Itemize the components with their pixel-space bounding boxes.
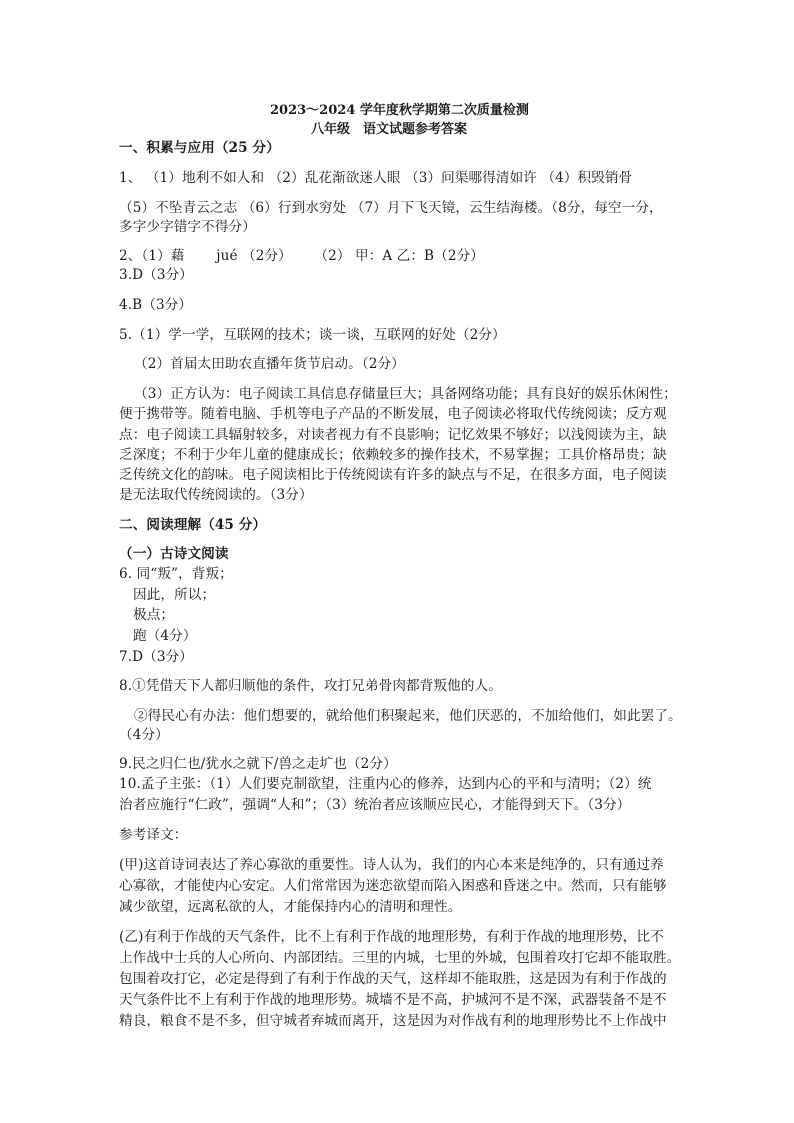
answer-q10-line1: 10.孟子主张：（1）人们要克制欲望，注重内心的修养，达到内心的平和与清明；（2）统	[119, 776, 652, 792]
translation-jia-line3: 减少欲望，远离私欲的人，才能保持内心的清明和理性。	[119, 899, 462, 915]
answer-q2: 2、（1）藉 jué （2分） （2） 甲：A 乙：B（2分）	[119, 248, 484, 264]
translation-jia-line2: 心寡欲，才能使内心安定。人们常常因为迷恋欲望而陷入困惑和昏迷之中。然而，只有能够	[119, 878, 667, 894]
translation-jia-line1: (甲)这首诗词表达了养心寡欲的重要性。诗人认为，我们的内心本来是纯净的，只有通过养	[119, 857, 664, 873]
translation-yi-line2: 上作战中士兵的人心所向、内部团结。三里的内城，七里的外城，包围着攻打它却不能取胜。	[119, 950, 681, 966]
answer-q1-line1: 1、 （1）地利不如人和 （2）乱花渐欲迷人眼 （3）问渠哪得清如许 （4）积毁销骨	[119, 170, 633, 186]
translation-yi-line5: 精良，粮食不是不多，但守城者弃城而离开，这是因为对作战有利的地理形势比不上作战中	[119, 1013, 667, 1029]
answer-q8-1: 8.①凭借天下人都归顺他的条件，攻打兄弟骨肉都背叛他的人。	[119, 678, 502, 694]
answer-q5-3-line2: 便于携带等。随着电脑、手机等电子产品的不断发展，电子阅读必将取代传统阅读；反方观	[119, 406, 667, 422]
answer-q10-line2: 治者应施行“仁政”，强调“人和”；（3）统治者应该顺应民心，才能得到天下。（3分）	[119, 797, 631, 813]
answer-q5-2: （2）首届太田助农直播年货节启动。（2分）	[134, 356, 405, 372]
answer-q5-3-line4: 乏深度；不利于少年儿童的健康成长；依赖较多的操作技术，不易掌握；工具价格昂贵；缺	[119, 447, 667, 463]
answer-q9: 9.民之归仁也/犹水之就下/兽之走圹也（2分）	[119, 756, 397, 772]
section-heading-1: 一、积累与应用（25 分）	[119, 140, 280, 156]
answer-q1-line3: 多字少字错字不得分）	[119, 219, 256, 235]
translation-yi-line3: 包围着攻打它，必定是得到了有利于作战的天气，这样却不能取胜，这是因为有利于作战的	[119, 971, 667, 987]
answer-q6-line2: 因此，所以；	[133, 587, 216, 603]
translation-yi-line1: (乙)有利于作战的天气条件，比不上有利于作战的地理形势，有利于作战的地理形势，比不	[119, 929, 664, 945]
answer-q4: 4.B（3分）	[119, 297, 193, 313]
answer-q6-line4: 跑（4分）	[133, 628, 197, 644]
doc-title: 2023～2024 学年度秋学期第二次质量检测	[270, 103, 529, 118]
answer-q5-3-line6: 是无法取代传统阅读的。（3分）	[119, 487, 313, 503]
answer-q8-score: （4分）	[119, 727, 169, 743]
answer-q1-line2: （5）不坠青云之志 （6）行到水穷处 （7）月下飞天镜，云生结海楼。（8分，每空一分，	[119, 200, 663, 216]
answer-q8-2: ②得民心有办法：他们想要的，就给他们积聚起来，他们厌恶的，不加给他们，如此罢了。	[134, 708, 682, 724]
answer-q5-3-line5: 乏传统文化的韵味。电子阅读相比于传统阅读有许多的缺点与不足，在很多方面，电子阅读	[119, 467, 667, 483]
section-heading-2: 二、阅读理解（45 分）	[119, 517, 267, 533]
answer-q5-1: 5.（1）学一学，互联网的技术；谈一谈，互联网的好处（2分）	[119, 327, 506, 343]
answer-q7: 7.D（3分）	[119, 649, 193, 665]
answer-q6-line1: 6. 同“叛”，背叛；	[119, 566, 233, 582]
doc-subtitle: 八年级 语文试题参考答案	[311, 122, 468, 137]
reference-translation-label: 参考译文：	[119, 827, 188, 843]
answer-q6-line3: 极点；	[133, 607, 175, 623]
translation-yi-line4: 天气条件比不上有利于作战的地理形势。城墙不是不高，护城河不是不深，武器装备不是不	[119, 992, 667, 1008]
subsection-heading-classical: （一）古诗文阅读	[119, 546, 229, 562]
answer-q5-3-line3: 点：电子阅读工具辐射较多，对读者视力有不良影响；记忆效果不够好；以浅阅读为主，缺	[119, 427, 667, 443]
answer-q3: 3.D（3分）	[119, 267, 193, 283]
answer-q5-3-line1: （3）正方认为：电子阅读工具信息存储量巨大；具备网络功能；具有良好的娱乐休闲性；	[134, 386, 677, 402]
